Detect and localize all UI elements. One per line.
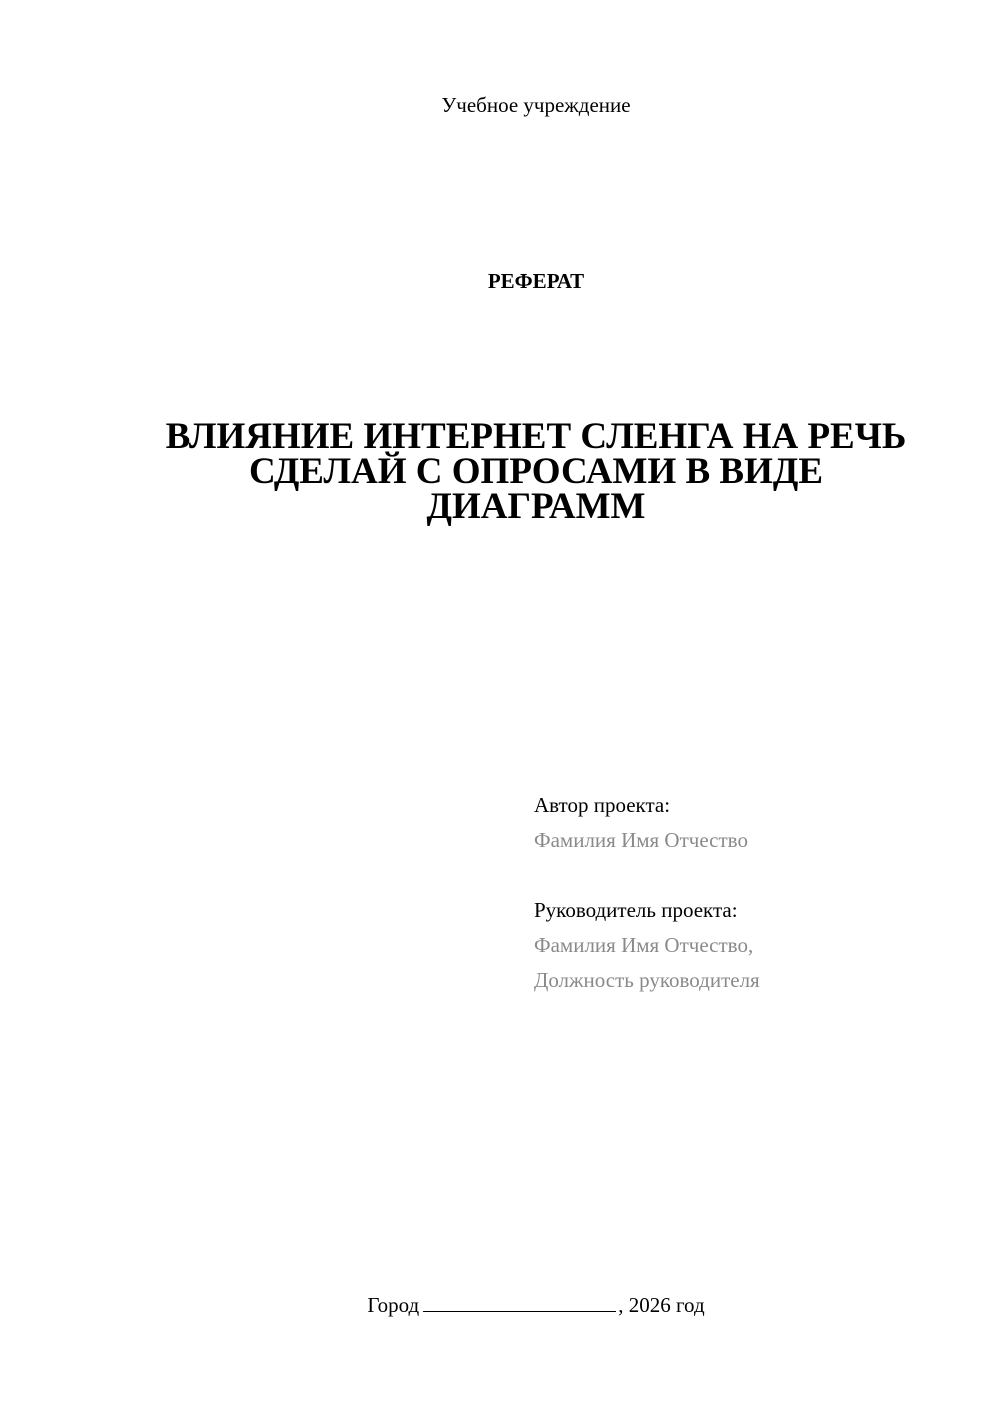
document-title	[120, 416, 952, 527]
title-line-2: СДЕЛАЙ С ОПРОСАМИ В ВИДЕ	[248, 451, 824, 492]
author-name-placeholder: Фамилия Имя Отчество	[534, 828, 748, 852]
city-label: Город	[367, 1293, 420, 1317]
city-blank-line	[423, 1291, 616, 1312]
title-line-3: ДИАГРАММ	[426, 486, 646, 527]
city-year-footer	[0, 1291, 1000, 1318]
institution-name: Учебное учреждение	[441, 93, 631, 117]
credits-spacer	[534, 858, 974, 893]
document-type: РЕФЕРАТ	[487, 269, 585, 293]
author-label: Автор проекта:	[534, 793, 671, 817]
year-text: , 2026 год	[618, 1293, 705, 1317]
title-line-1: ВЛИЯНИЕ ИНТЕРНЕТ СЛЕНГА НА РЕЧЬ	[165, 416, 907, 457]
supervisor-position-placeholder: Должность руководителя	[534, 968, 760, 992]
supervisor-label: Руководитель проекта:	[534, 898, 738, 922]
credits-block	[534, 788, 974, 998]
supervisor-name-placeholder: Фамилия Имя Отчество,	[534, 933, 754, 957]
